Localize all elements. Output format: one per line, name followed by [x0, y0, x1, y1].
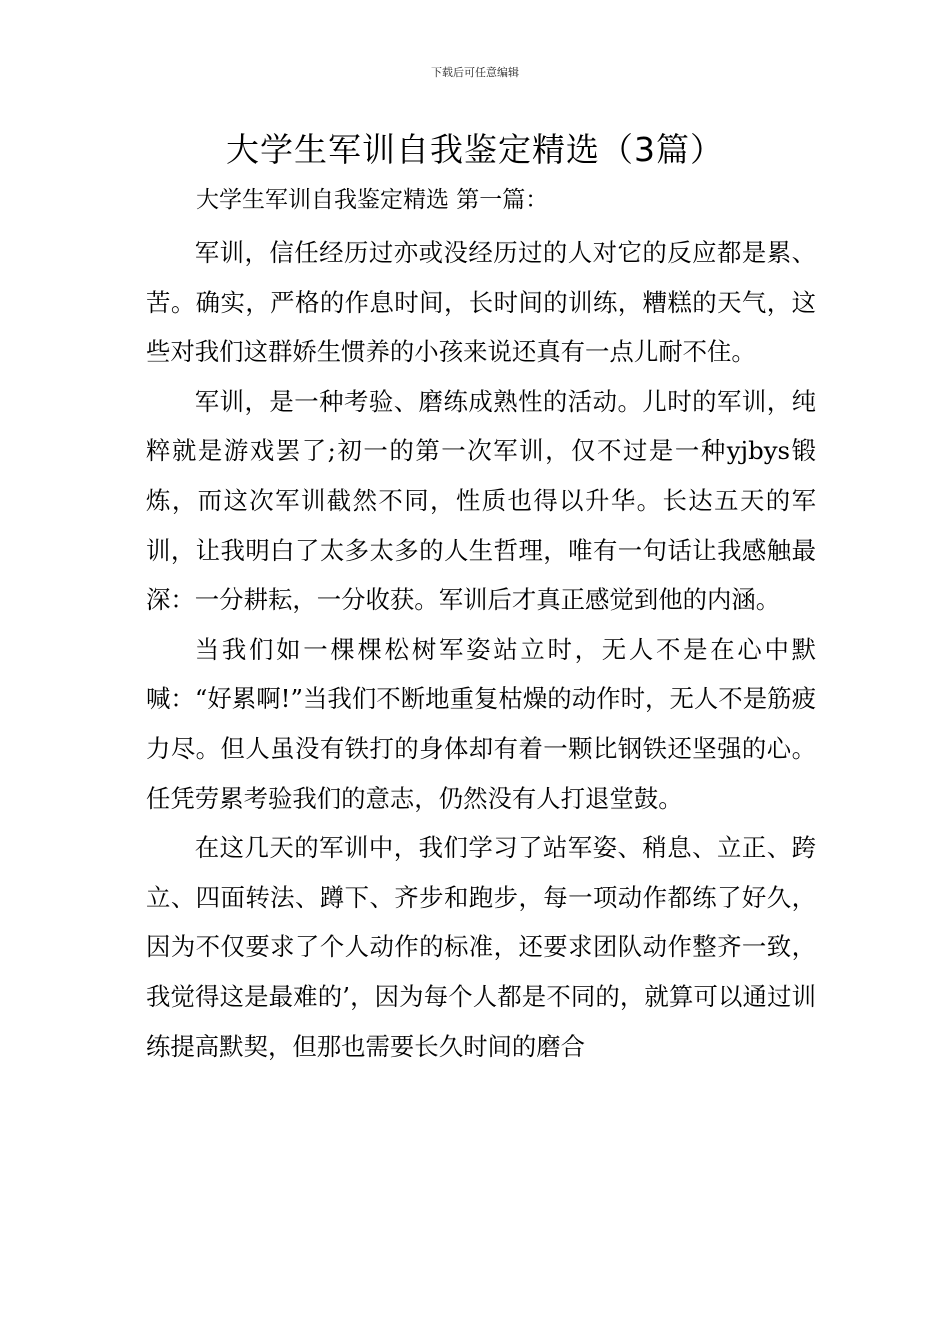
document-title: 大学生军训自我鉴定精选（3篇） [226, 130, 724, 169]
paragraph-3: 当我们如一棵棵松树军姿站立时，无人不是在心中默喊：“好累啊!”当我们不断地重复枯燥的动作时，无人不是筋疲力尽。但人虽没有铁打的身体却有着一颗比钢铁还坚强的心。任凭劳累考验我们的意志，仍然没有人打退堂鼓。 [146, 634, 816, 813]
paragraph-4: 在这几天的军训中，我们学习了站军姿、稍息、立正、跨立、四面转法、蹲下、齐步和跑步，每一项动作都练了好久，因为不仅要求了个人动作的标准，还要求团队动作整齐一致，我觉得这是最难的’，因为每个人都是不同的，就算可以通过训练提高默契，但那也需要长久时间的磨合 [146, 833, 816, 1061]
header-note: 下载后可任意编辑 [431, 66, 519, 79]
document-body [146, 228, 816, 1071]
paragraph-1: 军训，信任经历过亦或没经历过的人对它的反应都是累、苦。确实，严格的作息时间，长时间的训练，糟糕的天气，这些对我们这群娇生惯养的小孩来说还真有一点儿耐不住。 [146, 238, 816, 367]
paragraph-2: 军训，是一种考验、磨练成熟性的活动。儿时的军训，纯粹就是游戏罢了;初一的第一次军训，仅不过是一种yjbys锻炼，而这次军训截然不同，性质也得以升华。长达五天的军训，让我明白了太多太多的人生哲理，唯有一句话让我感触最深：一分耕耘，一分收获。军训后才真正感觉到他的内涵。 [146, 386, 816, 615]
section-heading: 大学生军训自我鉴定精选 第一篇： [196, 187, 549, 213]
